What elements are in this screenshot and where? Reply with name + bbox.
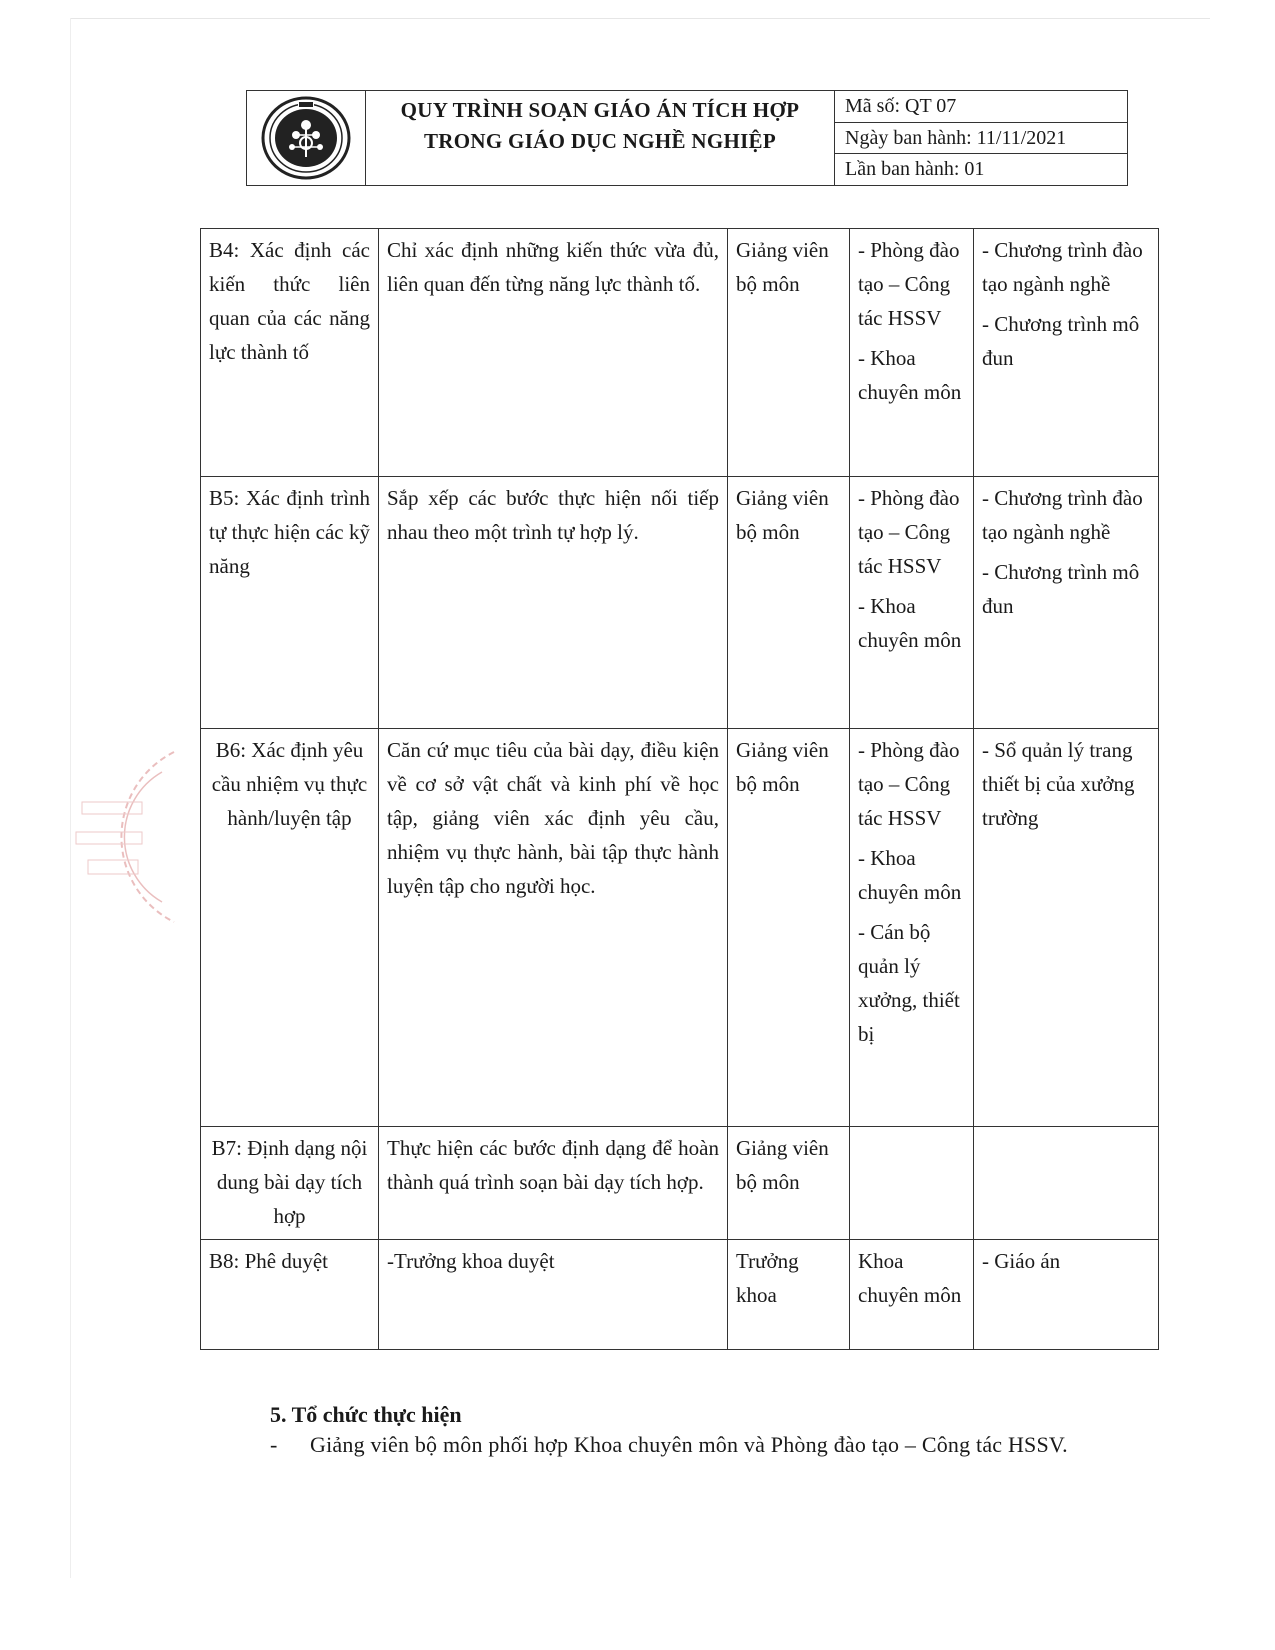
responsible-cell: Giảng viên bộ môn xyxy=(728,729,850,1127)
procedure-table xyxy=(200,228,1159,1350)
list-item-text: Giảng viên bộ môn phối hợp Khoa chuyên môn và Phòng đào tạo – Công tác HSSV. xyxy=(310,1432,1068,1457)
document-item: - Chương trình đào tạo ngành nghề xyxy=(982,238,1143,296)
document-cell xyxy=(974,229,1159,477)
coordinator-item: - Khoa chuyên môn xyxy=(858,846,962,904)
page-edge-line xyxy=(70,18,1210,19)
coordinator-cell xyxy=(850,1127,974,1240)
responsible-cell: Giảng viên bộ môn xyxy=(728,229,850,477)
description-cell: -Trưởng khoa duyệt xyxy=(379,1240,728,1350)
description-cell: Thực hiện các bước định dạng để hoàn thành quá trình soạn bài dạy tích hợp. xyxy=(379,1127,728,1240)
coordinator-item: - Phòng đào tạo – Công tác HSSV xyxy=(858,486,960,578)
step-cell: B4: Xác định các kiến thức liên quan của các năng lực thành tố xyxy=(201,229,379,477)
document-cell xyxy=(974,729,1159,1127)
table-row-b5 xyxy=(201,477,1159,729)
coordinator-item: - Khoa chuyên môn xyxy=(858,346,962,404)
description-cell: Chỉ xác định những kiến thức vừa đủ, liên quan đến từng năng lực thành tố. xyxy=(379,229,728,477)
step-cell: B8: Phê duyệt xyxy=(201,1240,379,1350)
title-cell xyxy=(366,91,835,185)
document-item: - Giáo án xyxy=(982,1249,1061,1273)
table-row-b8 xyxy=(201,1240,1159,1350)
step-cell: B7: Định dạng nội dung bài dạy tích hợp xyxy=(201,1127,379,1240)
list-item xyxy=(270,1430,1130,1460)
document-cell xyxy=(974,477,1159,729)
document-title-line2: TRONG GIÁO DỤC NGHỀ NGHIỆP xyxy=(424,129,776,153)
document-cell xyxy=(974,1240,1159,1350)
coordinator-cell xyxy=(850,477,974,729)
document-title-line1: QUY TRÌNH SOẠN GIÁO ÁN TÍCH HỢP xyxy=(400,98,800,122)
responsible-cell: Trưởng khoa xyxy=(728,1240,850,1350)
description-cell: Sắp xếp các bước thực hiện nối tiếp nhau theo một trình tự hợp lý. xyxy=(379,477,728,729)
section-5 xyxy=(270,1400,1130,1460)
description-cell: Căn cứ mục tiêu của bài dạy, điều kiện về cơ sở vật chất và kinh phí về học tập, giảng viên xác định yêu cầu, nhiệm vụ thực hành, bài tập thực hành luyện tập cho người học. xyxy=(379,729,728,1127)
logo-cell xyxy=(247,91,366,185)
document-header xyxy=(246,90,1128,186)
coordinator-item: Khoa chuyên môn xyxy=(858,1249,962,1307)
table-row-b7 xyxy=(201,1127,1159,1240)
step-cell: B5: Xác định trình tự thực hiện các kỹ năng xyxy=(201,477,379,729)
document-item: - Chương trình mô đun xyxy=(982,312,1140,370)
coordinator-cell xyxy=(850,1240,974,1350)
document-item: - Chương trình đào tạo ngành nghề xyxy=(982,486,1143,544)
bullet-dash: - xyxy=(270,1432,278,1457)
document-code: Mã số: QT 07 xyxy=(835,91,1127,123)
red-stamp-icon xyxy=(62,742,178,932)
coordinator-item: - Khoa chuyên môn xyxy=(858,594,962,652)
coordinator-cell xyxy=(850,229,974,477)
coordinator-cell xyxy=(850,729,974,1127)
meta-cell xyxy=(835,91,1127,185)
document-item: - Chương trình mô đun xyxy=(982,560,1140,618)
school-seal-icon xyxy=(260,95,352,181)
coordinator-item: - Phòng đào tạo – Công tác HSSV xyxy=(858,738,960,830)
document-cell xyxy=(974,1127,1159,1240)
document-item: - Sổ quản lý trang thiết bị của xưởng trường xyxy=(982,738,1135,830)
table-row-b4 xyxy=(201,229,1159,477)
responsible-cell: Giảng viên bộ môn xyxy=(728,477,850,729)
issue-date: Ngày ban hành: 11/11/2021 xyxy=(835,123,1127,155)
responsible-cell: Giảng viên bộ môn xyxy=(728,1127,850,1240)
revision-number: Lần ban hành: 01 xyxy=(845,158,985,181)
table-row-b6 xyxy=(201,729,1159,1127)
coordinator-item: - Phòng đào tạo – Công tác HSSV xyxy=(858,238,960,330)
step-cell: B6: Xác định yêu cầu nhiệm vụ thực hành/luyện tập xyxy=(201,729,379,1127)
section-heading: 5. Tổ chức thực hiện xyxy=(270,1402,462,1427)
coordinator-item: - Cán bộ quản lý xưởng, thiết bị xyxy=(858,920,960,1046)
